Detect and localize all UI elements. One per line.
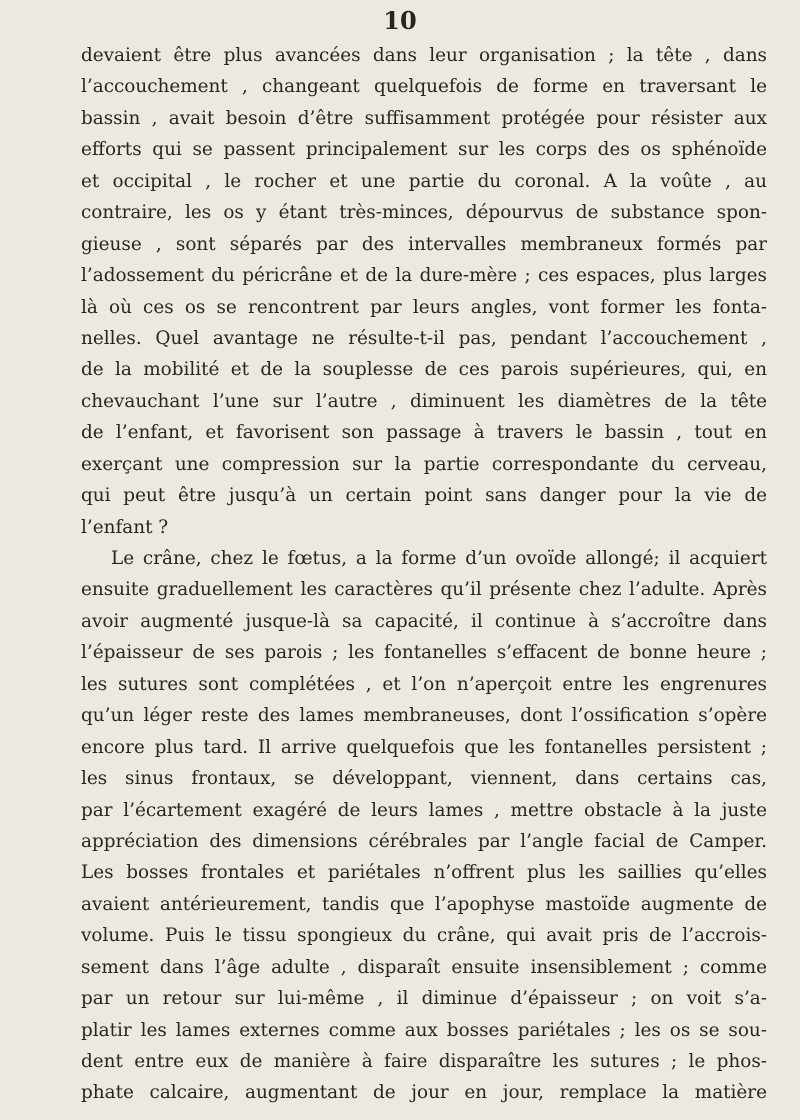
text-line: sement dans l’âge adulte , disparaît ensuite insensiblement ; comme [81,956,767,978]
text-line: les sutures sont complétées , et l’on n’aperçoit entre les engrenures [81,673,767,695]
text-line: avoir augmenté jusque-là sa capacité, il continue à s’accroître dans [81,610,767,632]
text-line: encore plus tard. Il arrive quelquefois que les fontanelles persistent ; [81,736,767,758]
text-line: Les bosses frontales et pariétales n’offrent plus les saillies qu’elles [81,862,767,884]
text-line: et occipital , le rocher et une partie du coronal. A la voûte , au [81,170,767,192]
text-line: efforts qui se passent principalement sur les corps des os sphénoïde [81,139,767,161]
text-line: là où ces os se rencontrent par leurs angles, vont former les fonta- [81,296,767,318]
body-text [81,40,767,1109]
page-number: 10 [383,6,417,35]
text-line: appréciation des dimensions cérébrales par l’angle facial de Camper. [81,830,767,852]
text-line: qui peut être jusqu’à un certain point sans danger pour la vie de [81,485,767,507]
text-line: de la mobilité et de la souplesse de ces parois supérieures, qui, en [81,359,767,381]
text-line: qu’un léger reste des lames membraneuses, dont l’ossification s’opère [81,705,767,727]
text-line: bassin , avait besoin d’être suffisamment protégée pour résister aux [81,107,767,129]
text-line: contraire, les os y étant très-minces, dépourvus de substance spon- [81,202,767,224]
text-line: exerçant une compression sur la partie correspondante du cerveau, [81,453,767,475]
text-line: devaient être plus avancées dans leur organisation ; la tête , dans [81,45,767,66]
text-line: par l’écartement exagéré de leurs lames , mettre obstacle à la juste [81,799,767,821]
text-line: platir les lames externes comme aux bosses pariétales ; les os se sou- [81,1019,767,1041]
text-line: phate calcaire, augmentant de jour en jour, remplace la matière [81,1082,767,1104]
text-line: l’accouchement , changeant quelquefois de forme en traversant le [81,76,767,98]
text-line: avaient antérieurement, tandis que l’apophyse mastoïde augmente de [81,893,767,915]
text-line: l’adossement du péricrâne et de la dure-mère ; ces espaces, plus larges [81,265,767,287]
text-line: nelles. Quel avantage ne résulte-t-il pas, pendant l’accouchement , [81,327,767,349]
text-line: gieuse , sont séparés par des intervalles membraneux formés par [81,233,767,255]
text-line: dent entre eux de manière à faire disparaître les sutures ; le phos- [81,1051,767,1072]
text-line: chevauchant l’une sur l’autre , diminuent les diamètres de la tête [81,390,767,412]
text-line: l’enfant ? [81,516,169,538]
text-line: par un retour sur lui-même , il diminue d’épaisseur ; on voit s’a- [81,988,767,1010]
text-line: volume. Puis le tissu spongieux du crâne, qui avait pris de l’accrois- [81,925,767,947]
text-line: Le crâne, chez le fœtus, a la forme d’un ovoïde allongé; il acquiert [111,548,767,569]
text-line: les sinus frontaux, se développant, viennent, dans certains cas, [81,768,767,790]
text-line: de l’enfant, et favorisent son passage à travers le bassin , tout en [81,422,767,444]
text-line: l’épaisseur de ses parois ; les fontanelles s’effacent de bonne heure ; [81,642,767,664]
text-line: ensuite graduellement les caractères qu’il présente chez l’adulte. Après [81,579,767,601]
